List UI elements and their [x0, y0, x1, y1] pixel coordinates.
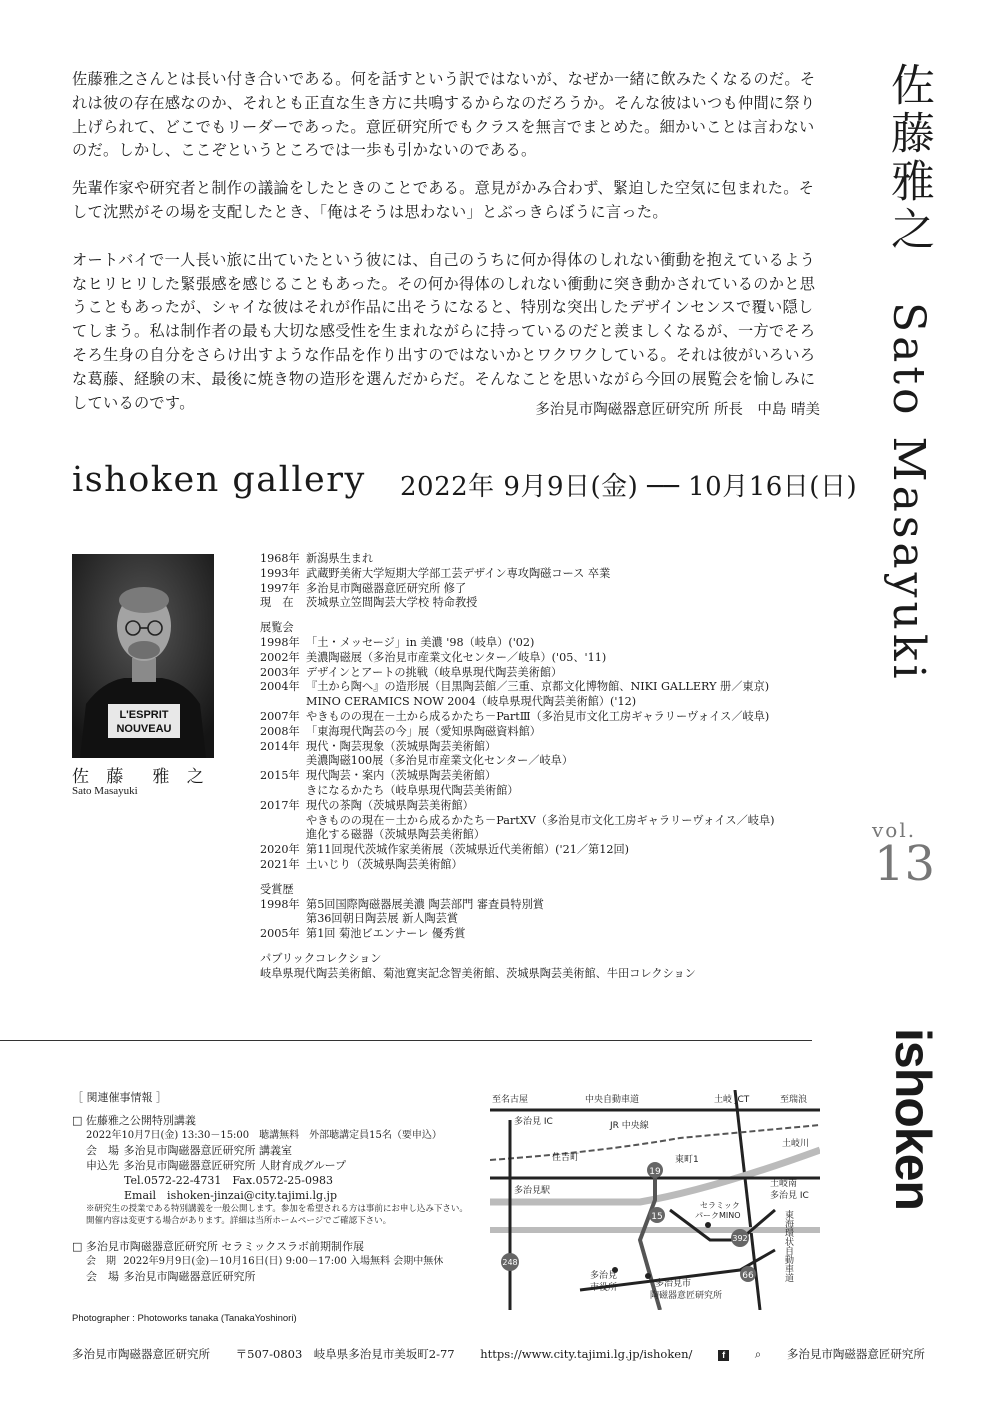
essay	[72, 68, 824, 429]
lecture-date: 2022年10月7日(金) 13:30－15:00 聴講無料 外部聴講定員15名（要申込）	[86, 1130, 442, 1141]
exhibition-row	[260, 843, 820, 858]
exhibition-row	[260, 666, 820, 681]
essay-paragraph-1: 佐藤雅之さんとは長い付き合いである。何を話すという訳ではないが、なぜか一緒に飲みたくなるのだ。それは彼の存在感なのか、それとも正直な生き方に共鳴するからなのだろうか。そんな彼はいつも仲間に祭り上げられて、どこでもリーダーであった。意匠研究所でもクラスを無言でまとめた。細かいことは言わないのだ。しかし、ここぞというところでは一歩も引かないのである。	[72, 70, 816, 160]
bio-text: 新潟県生まれ	[306, 552, 374, 565]
section-divider	[0, 1040, 812, 1041]
exhibition-text: 第11回現代茨城作家美術展（茨城県近代美術館）('21／第12回)	[306, 843, 630, 857]
award-row	[260, 898, 820, 913]
route-number: 66	[742, 1271, 754, 1281]
map-label: 多治見 IC	[514, 1117, 553, 1127]
artist-name-en: Sato Masayuki	[72, 785, 138, 797]
footer-address: 〒507-0803 岐阜県多治見市美坂町2-77	[235, 1347, 455, 1361]
exhibition-text: デザインとアートの挑戦（岐阜県現代陶芸美術館）	[306, 665, 563, 679]
collections-heading: パブリックコレクション	[260, 951, 382, 965]
exhibition-year: 2020年	[260, 843, 300, 857]
awards-list	[260, 898, 820, 942]
lecture-note-1: ※研究生の授業である特別講義を一般公開します。参加を希望される方は事前にお申し込み下さい。	[86, 1204, 468, 1214]
exhibition-year: 2002年	[260, 650, 300, 664]
map-label: 陶磁器意匠研究所	[650, 1291, 723, 1301]
exhibition-row	[260, 799, 820, 814]
map-label: 至名古屋	[492, 1095, 529, 1105]
footer-social-name: 多治見市陶磁器意匠研究所	[786, 1347, 925, 1361]
exhibition-row	[260, 710, 820, 725]
exhibition-row	[260, 769, 820, 784]
exhibitions-list	[260, 636, 820, 873]
artist-biography	[260, 552, 820, 982]
shirt-text-line1: L'ESPRIT	[119, 709, 169, 721]
footer	[72, 1346, 925, 1362]
bio-basic	[260, 552, 820, 611]
route-number: 392	[732, 1234, 748, 1243]
facebook-icon[interactable]: f	[718, 1350, 729, 1361]
lab-exhibition-title: □ 多治見市陶磁器意匠研究所 セラミックスラボ前期制作展	[72, 1240, 365, 1253]
lecture-email[interactable]: Email ishoken-jinzai@city.tajimi.lg.jp	[124, 1189, 337, 1202]
exhibition-year: 2008年	[260, 724, 300, 738]
bio-row	[260, 582, 820, 597]
bio-year: 1993年	[260, 566, 300, 580]
exhibition-year: 2004年	[260, 680, 300, 694]
exhibition-row	[260, 784, 820, 799]
footer-org: 多治見市陶磁器意匠研究所	[72, 1347, 210, 1361]
exhibition-dates: 2022年 9月9日(金) ── 10月16日(日)	[400, 472, 858, 502]
shirt-text-line2: NOUVEAU	[116, 723, 172, 735]
exhibition-year: 2015年	[260, 769, 300, 783]
venue-value: 多治見市陶磁器意匠研究所 講義室	[123, 1144, 292, 1157]
lab-exhibition-period	[72, 1254, 482, 1269]
period-value: 2022年9月9日(金)－10月16日(日) 9:00－17:00 入場無料 会期中無休	[123, 1256, 444, 1267]
search-icon[interactable]: ⌕	[754, 1347, 762, 1361]
exhibition-year: 2003年	[260, 665, 300, 679]
map-label: 東町1	[675, 1155, 699, 1165]
lab-exhibition-venue	[72, 1269, 482, 1284]
award-year	[260, 912, 306, 927]
venue-label: 会 場	[86, 1144, 119, 1157]
route-number: 15	[651, 1212, 663, 1222]
exhibition-year	[260, 754, 306, 769]
map-label: 中央自動車道	[585, 1095, 640, 1105]
exhibition-text: やきものの現在－土から成るかたち－PartXV（多治見市文化工房ギャラリーヴォイス／岐阜)	[306, 813, 775, 827]
exhibition-text: 美濃陶磁100展（多治見市産業文化センター／岐阜）	[306, 754, 574, 768]
related-events	[72, 1090, 482, 1284]
map-label: 多治見市	[655, 1279, 692, 1289]
exhibition-row	[260, 725, 820, 740]
exhibition-text: 現代・陶芸現象（茨城県陶芸美術館）	[306, 739, 497, 753]
gallery-title: ishoken gallery	[72, 460, 366, 500]
exhibition-row	[260, 651, 820, 666]
exhibition-text: 「土・メッセージ」in 美濃 '98（岐阜）('02)	[306, 635, 535, 649]
bio-text: 茨城県立笠間陶芸大学校 特命教授	[306, 596, 478, 610]
vertical-artist-title: 佐藤雅之 Sato Masayuki	[883, 62, 934, 683]
lecture-venue	[72, 1143, 482, 1158]
artist-name-jp: 佐 藤 雅 之	[72, 767, 210, 787]
exhibition-text: 土いじり（茨城県陶芸美術館）	[306, 857, 463, 871]
map-label: パークMINO	[695, 1211, 741, 1220]
map-label: 市役所	[590, 1283, 618, 1293]
map-label: 多治見	[590, 1271, 618, 1281]
map-label: 至瑞浪	[780, 1095, 808, 1105]
vol-number: 13	[874, 836, 936, 892]
awards-heading: 受賞歴	[260, 882, 294, 896]
award-text: 第36回朝日陶芸展 新人陶芸賞	[306, 912, 459, 926]
exhibition-text: 『土から陶へ』の造形展（目黒陶芸館／三重、京都文化博物館、NIKI GALLERY 册／東京)	[306, 680, 770, 694]
essay-paragraph-2: 先輩作家や研究者と制作の議論をしたときのことである。意見がかみ合わず、緊迫した空気に包まれた。そして沈黙がその場を支配したとき、「俺はそうは思わない」とぶっきらぼうに言った。	[72, 179, 815, 221]
bio-text: 多治見市陶磁器意匠研究所 修了	[306, 581, 467, 595]
exhibition-year	[260, 828, 306, 843]
award-row	[260, 927, 820, 942]
map-label: 住吉町	[552, 1153, 580, 1163]
exhibition-year: 2014年	[260, 739, 300, 753]
award-year: 1998年	[260, 897, 300, 911]
exhibition-text: やきものの現在－土から成るかたち－PartⅢ（多治見市文化工房ギャラリーヴォイス／岐阜)	[306, 709, 770, 723]
exhibition-row	[260, 680, 820, 695]
exhibition-year	[260, 695, 306, 710]
bio-row	[260, 596, 820, 611]
jr-line	[490, 1125, 820, 1160]
map-label: 土岐南	[770, 1179, 798, 1189]
ishoken-logo: ishoken	[885, 1028, 941, 1210]
map-label: 土岐 JCT	[714, 1095, 750, 1105]
portrait-illustration	[72, 554, 214, 758]
award-text: 第5回国際陶磁器展美濃 陶芸部門 審査員特別賞	[306, 897, 544, 911]
ceramic-park-marker	[705, 1222, 711, 1228]
apply-value: 多治見市陶磁器意匠研究所 人財育成グループ	[123, 1159, 347, 1172]
exhibition-row	[260, 636, 820, 651]
map-label: 多治見 IC	[770, 1191, 809, 1201]
exhibition-row	[260, 828, 820, 843]
exhibition-year	[260, 814, 306, 829]
bio-text: 武蔵野美術大学短期大学部工芸デザイン専攻陶磁コース 卒業	[306, 566, 611, 580]
award-text: 第1回 菊池ビエンナーレ 優秀賞	[306, 927, 466, 941]
ishoken-marker	[645, 1273, 651, 1279]
map-label: 東海環状自動車道	[783, 1210, 793, 1282]
essay-paragraph-3: オートバイで一人長い旅に出ていたという彼には、自己のうちに何か得体のしれない衝動を抱えているようなヒリヒリした緊張感を感じることもあった。その何か得体のしれない衝動に突き動かされているのかと思うこともあったが、シャイな彼はそれが作品に出そうになると、特別な突出したデザインセンスで覆い隠してしまう。私は制作者の最も大切な感受性を生まれながらに持っているのだと羨ましくなるが、一方でそろそろ生身の自分をさらけ出すような作品を作り出すのではないかとワクワクしている。それは彼がいろいろな葛藤、経験の末、最後に焼き物の造形を選んだからだ。そんなことを思いながら今回の展覧会を愉しみにしているのです。	[72, 250, 816, 412]
route-number: 19	[649, 1167, 661, 1177]
venue-value: 多治見市陶磁器意匠研究所	[123, 1270, 256, 1283]
map-label: 多治見駅	[514, 1186, 551, 1196]
essay-signature: 多治見市陶磁器意匠研究所 所長 中島 晴美	[535, 402, 820, 418]
events-heading: ［ 関連催事情報 ］	[72, 1091, 167, 1104]
bio-year: 1968年	[260, 552, 300, 565]
lecture-title: □ 佐藤雅之公開特別講義	[72, 1114, 196, 1127]
venue-label: 会 場	[86, 1270, 119, 1283]
lecture-note-2: 開催内容は変更する場合があります。詳細は当所ホームページでご確認下さい。	[86, 1216, 392, 1226]
exhibition-text: 現代の茶陶（茨城県陶芸美術館）	[306, 798, 474, 812]
period-label: 会 期	[86, 1256, 116, 1267]
exhibition-year	[260, 784, 306, 799]
exhibitions-heading: 展覧会	[260, 621, 294, 635]
exhibition-year: 1998年	[260, 635, 300, 649]
apply-label: 申込先	[86, 1159, 119, 1172]
access-map	[490, 1090, 820, 1310]
exhibition-row	[260, 754, 820, 769]
route-number: 248	[502, 1258, 518, 1267]
bio-year: 1997年	[260, 581, 300, 595]
exhibition-text: MINO CERAMICS NOW 2004（岐阜県現代陶芸美術館）('12)	[306, 695, 637, 709]
exhibition-year: 2017年	[260, 798, 300, 812]
collections-text: 岐阜県現代陶芸美術館、菊池寛実記念智美術館、茨城県陶芸美術館、牛田コレクション	[260, 966, 696, 980]
map-label: 土岐川	[782, 1139, 810, 1149]
exhibition-text: きになるかたち（岐阜県現代陶芸美術館）	[306, 783, 519, 797]
exhibition-text: 「東海現代陶芸の今」展（愛知県陶磁資料館）	[306, 724, 541, 738]
exhibition-text: 美濃陶磁展（多治見市産業文化センター／岐阜）('05、'11)	[306, 650, 607, 664]
map-label: JR 中央線	[610, 1121, 649, 1131]
exhibition-year: 2007年	[260, 709, 300, 723]
exhibition-row	[260, 740, 820, 755]
exhibition-row	[260, 695, 820, 710]
exhibition-row	[260, 858, 820, 873]
map-label: セラミック	[700, 1201, 740, 1210]
bio-year: 現 在	[260, 596, 294, 610]
exhibition-text: 進化する磁器（茨城県陶芸美術館）	[306, 828, 486, 842]
award-row	[260, 912, 820, 927]
footer-social[interactable]	[718, 1347, 947, 1361]
photographer-credit: Photographer : Photoworks tanaka (TanakaYoshinori)	[72, 1313, 297, 1324]
award-year: 2005年	[260, 927, 300, 941]
artist-portrait	[72, 554, 214, 758]
footer-url[interactable]: https://www.city.tajimi.lg.jp/ishoken/	[480, 1347, 693, 1361]
lecture-apply	[72, 1158, 482, 1173]
exhibition-row	[260, 814, 820, 829]
bio-row	[260, 552, 820, 567]
vol-label: vol.	[872, 818, 917, 842]
lecture-tel: Tel.0572-22-4731 Fax.0572-25-0983	[124, 1174, 333, 1187]
exhibition-text: 現代陶芸・案内（茨城県陶芸美術館）	[306, 769, 497, 783]
bio-row	[260, 567, 820, 582]
exhibition-year: 2021年	[260, 857, 300, 871]
